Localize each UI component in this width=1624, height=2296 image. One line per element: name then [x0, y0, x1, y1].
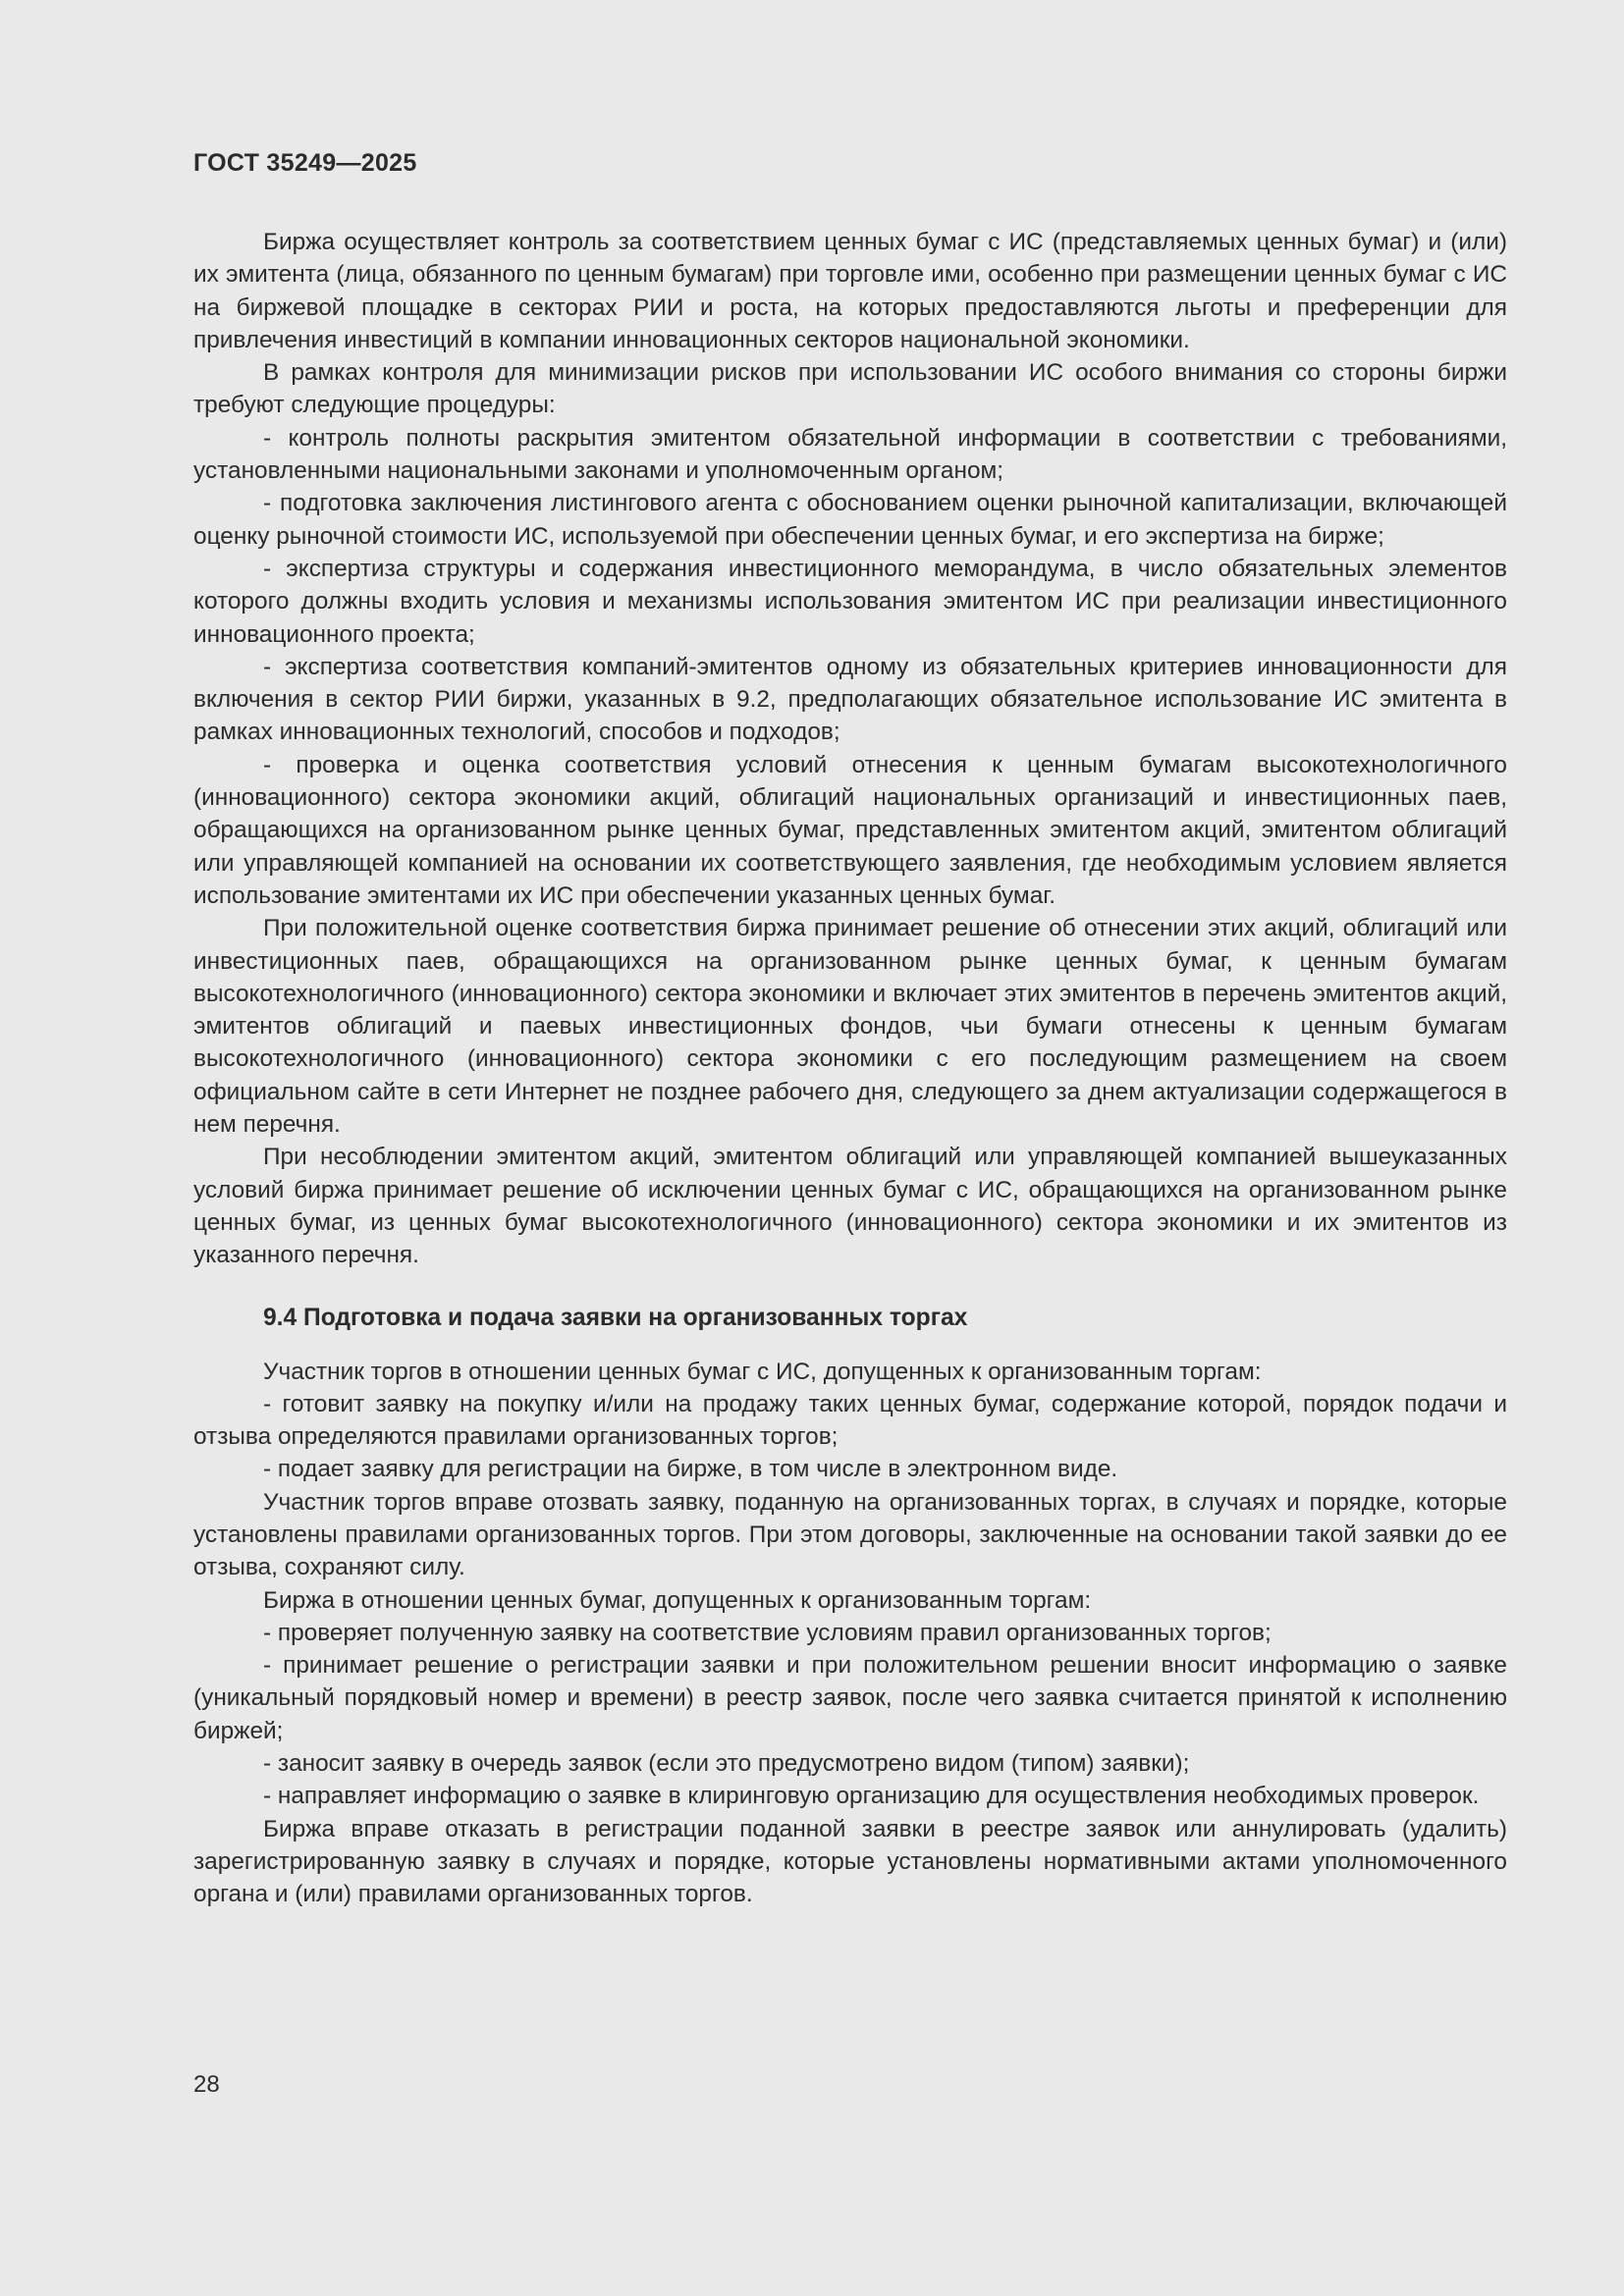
paragraph: При несоблюдении эмитентом акций, эмитентом облигаций или управляющей компанией вышеуказанных условий биржа принимает решение об исключении ценных бумаг с ИС, обращающихся на организованном рынке ценных бумаг, из ценных бумаг высокотехнологичного (инновационного) сектора экономики и их эмитентов из указанного перечня.: [193, 1144, 1507, 1269]
page-number: 28: [193, 2071, 220, 2098]
paragraph: Биржа осуществляет контроль за соответствием ценных бумаг с ИС (представляемых ценных бумаг) и (или) их эмитента (лица, обязанного по ценным бумагам) при торговле ими, особенно при размещении ценных бумаг с ИС на биржевой площадке в секторах РИИ и роста, на которых предоставляются льготы и преференции для привлечения инвестиций в компании инновационных секторов национальной экономики.: [193, 229, 1507, 353]
list-item: - проверяет полученную заявку на соответствие условиям правил организованных торгов;: [263, 1619, 1272, 1646]
list-item: - заносит заявку в очередь заявок (если это предусмотрено видом (типом) заявки);: [263, 1750, 1190, 1778]
list-item: - подготовка заключения листингового агента с обоснованием оценки рыночной капитализации, включающей оценку рыночной стоимости ИС, используемой при обеспечении ценных бумаг, и его экспертиза на бирже;: [193, 490, 1507, 550]
standard-header: ГОСТ 35249—2025: [193, 149, 417, 177]
paragraph: Биржа вправе отказать в регистрации поданной заявки в реестре заявок или аннулировать (удалить) зарегистрированную заявку в случаях и порядке, которые установлены нормативными актами уполномоченного органа и (или) правилами организованных торгов.: [193, 1815, 1507, 1908]
list-item: - подает заявку для регистрации на бирже, в том числе в электронном виде.: [263, 1456, 1118, 1483]
paragraph: В рамках контроля для минимизации рисков при использовании ИС особого внимания со стороны биржи требуют следующие процедуры:: [193, 359, 1507, 419]
list-item: - экспертиза соответствия компаний-эмитентов одному из обязательных критериев инновационности для включения в сектор РИИ биржи, указанных в 9.2, предполагающих обязательное использование ИС эмитента в рамках инновационных технологий, способов и подходов;: [193, 653, 1507, 746]
section-heading: 9.4 Подготовка и подача заявки на организованных торгах: [263, 1304, 968, 1331]
paragraph: При положительной оценке соответствия биржа принимает решение об отнесении этих акций, облигаций или инвестиционных паев, обращающихся на организованном рынке ценных бумаг, к ценным бумагам высокотехнологичного (инновационного) сектора экономики и включает этих эмитентов в перечень эмитентов акций, эмитентов облигаций и паевых инвестиционных фондов, чьи бумаги отнесены к ценным бумагам высокотехнологичного (инновационного) сектора экономики с его последующим размещением на своем официальном сайте в сети Интернет не позднее рабочего дня, следующего за днем актуализации содержащегося в нем перечня.: [193, 915, 1507, 1139]
list-item: - контроль полноты раскрытия эмитентом обязательной информации в соответствии с требованиями, установленными национальными законами и уполномоченным органом;: [193, 424, 1507, 485]
paragraph: Участник торгов в отношении ценных бумаг с ИС, допущенных к организованным торгам:: [263, 1358, 1262, 1385]
list-item: - готовит заявку на покупку и/или на продажу таких ценных бумаг, содержание которой, порядок подачи и отзыва определяются правилами организованных торгов;: [193, 1390, 1507, 1451]
list-item: - экспертиза структуры и содержания инвестиционного меморандума, в число обязательных элементов которого должны входить условия и механизмы использования эмитентом ИС при реализации инвестиционного инновационного проекта;: [193, 555, 1507, 648]
document-body: [193, 226, 1507, 1911]
list-item: - принимает решение о регистрации заявки и при положительном решении вносит информацию о заявке (уникальный порядковый номер и времени) в реестр заявок, после чего заявка считается принятой к исполнению биржей;: [193, 1652, 1507, 1744]
list-item: - направляет информацию о заявке в клиринговую организацию для осуществления необходимых проверок.: [263, 1783, 1480, 1810]
paragraph: Биржа в отношении ценных бумаг, допущенных к организованным торгам:: [263, 1586, 1092, 1614]
list-item: - проверка и оценка соответствия условий отнесения к ценным бумагам высокотехнологичного (инновационного) сектора экономики акций, облигаций национальных организаций и инвестиционных паев, обращающихся на организованном рынке ценных бумаг, представленных эмитентом акций, эмитентом облигаций или управляющей компанией на основании их соответствующего заявления, где необходимым условием является использование эмитентами их ИС при обеспечении указанных ценных бумаг.: [193, 751, 1507, 909]
paragraph: Участник торгов вправе отозвать заявку, поданную на организованных торгах, в случаях и порядке, которые установлены правилами организованных торгов. При этом договоры, заключенные на основании такой заявки до ее отзыва, сохраняют силу.: [193, 1488, 1507, 1581]
